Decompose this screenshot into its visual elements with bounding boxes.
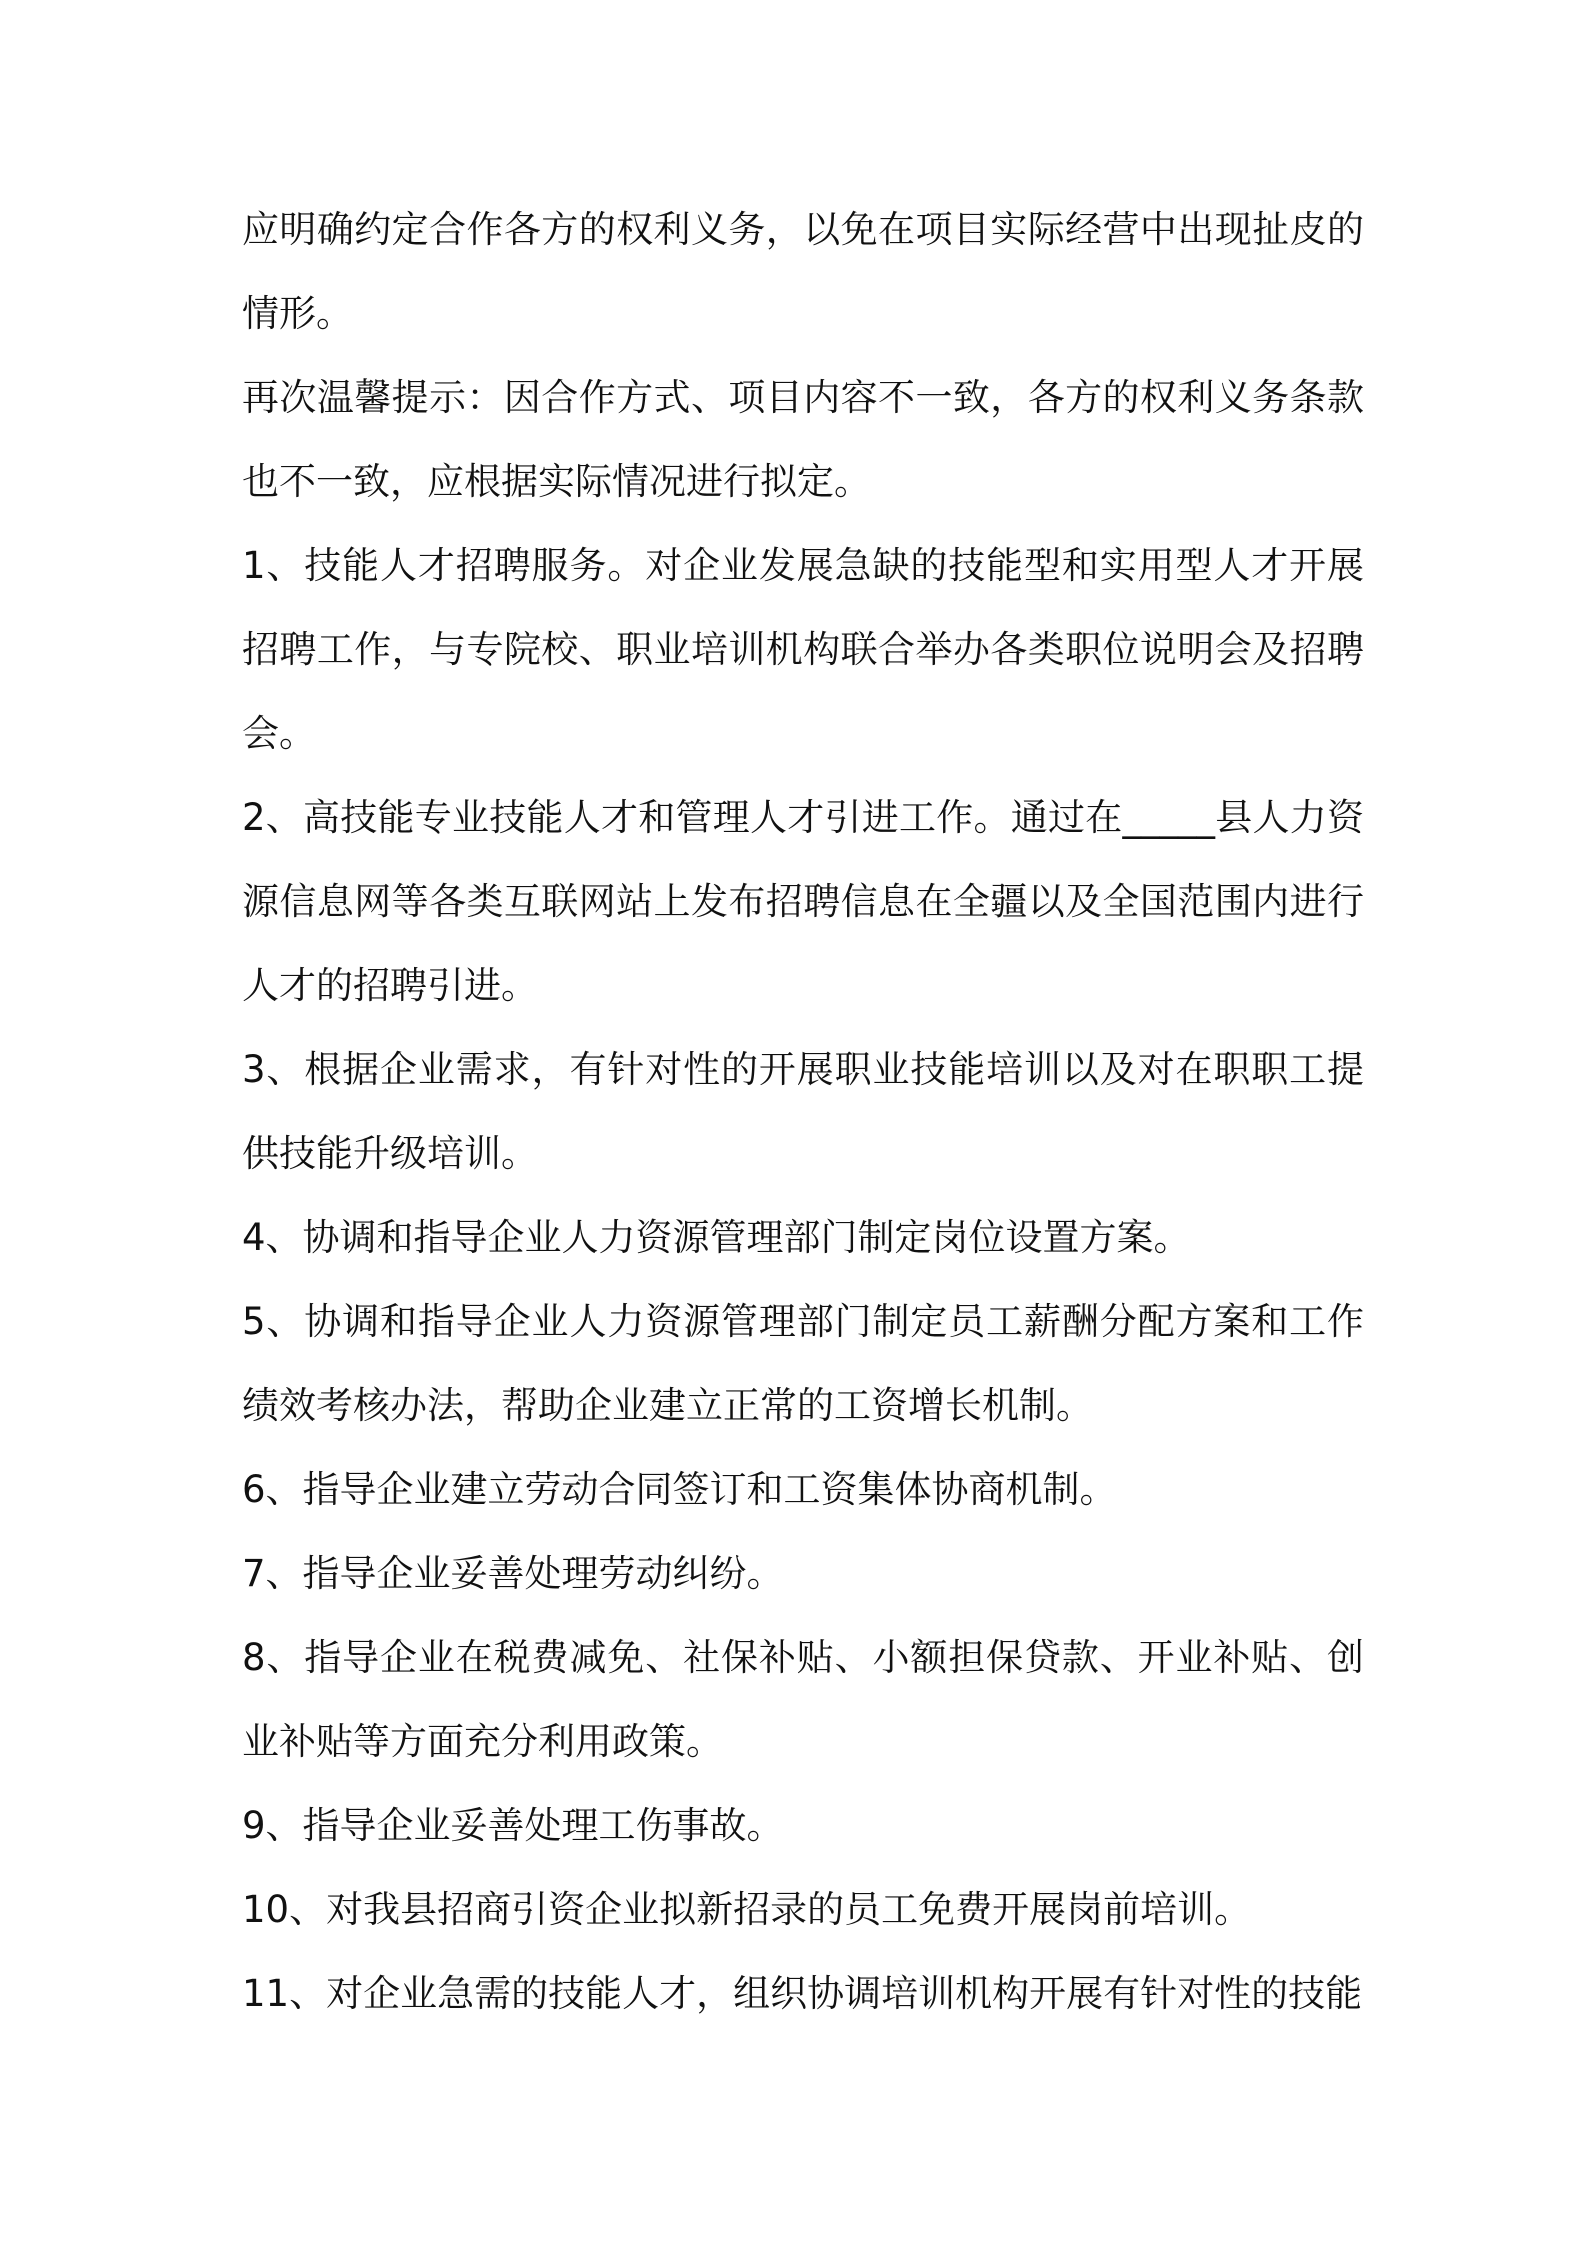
list-item-5: 5、协调和指导企业人力资源管理部门制定员工薪酬分配方案和工作绩效考核办法，帮助企业建立正常的工资增长机制。 xyxy=(242,1300,1364,1427)
list-item-11: 11、对企业急需的技能人才，组织协调培训机构开展有针对性的技能 xyxy=(242,1972,1363,2015)
list-item-6: 6、指导企业建立劳动合同签订和工资集体协商机制。 xyxy=(242,1468,1117,1511)
list-item-10: 10、对我县招商引资企业拟新招录的员工免费开展岗前培训。 xyxy=(242,1888,1252,1931)
list-item-4: 4、协调和指导企业人力资源管理部门制定岗位设置方案。 xyxy=(242,1216,1191,1259)
list-item-8: 8、指导企业在税费减免、社保补贴、小额担保贷款、开业补贴、创业补贴等方面充分利用政策。 xyxy=(242,1636,1364,1763)
list-item-7: 7、指导企业妥善处理劳动纠纷。 xyxy=(242,1552,784,1595)
list-item-2: 2、高技能专业技能人才和管理人才引进工作。通过在_____县人力资源信息网等各类互联网站上发布招聘信息在全疆以及全国范围内进行人才的招聘引进。 xyxy=(242,796,1364,1007)
document-body xyxy=(242,188,1364,2036)
paragraph-reminder: 再次温馨提示：因合作方式、项目内容不一致，各方的权利义务条款也不一致，应根据实际情况进行拟定。 xyxy=(242,376,1364,503)
list-item-1: 1、技能人才招聘服务。对企业发展急缺的技能型和实用型人才开展招聘工作，与专院校、职业培训机构联合举办各类职位说明会及招聘会。 xyxy=(242,544,1364,755)
paragraph-rights-obligations: 应明确约定合作各方的权利义务，以免在项目实际经营中出现扯皮的情形。 xyxy=(242,208,1364,335)
list-item-3: 3、根据企业需求，有针对性的开展职业技能培训以及对在职职工提供技能升级培训。 xyxy=(242,1048,1364,1175)
list-item-9: 9、指导企业妥善处理工伤事故。 xyxy=(242,1804,784,1847)
